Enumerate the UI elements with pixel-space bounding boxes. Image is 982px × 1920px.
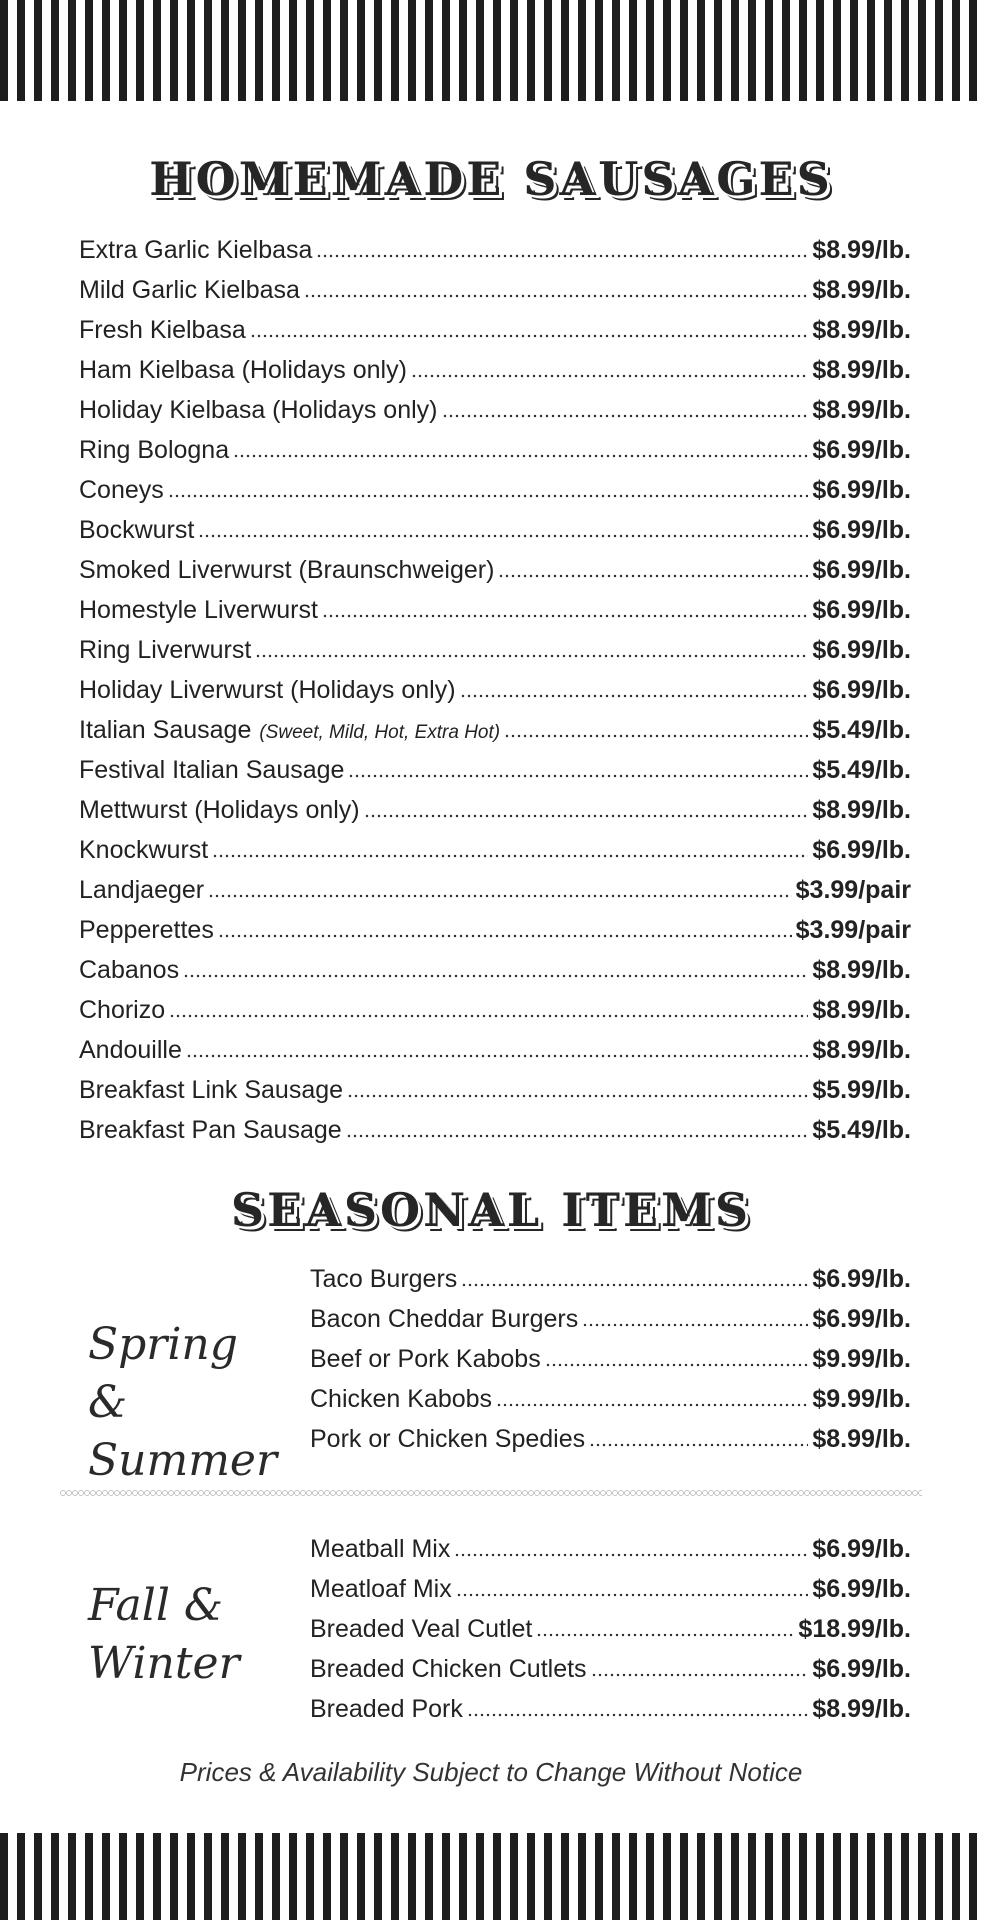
menu-item: [79, 870, 911, 910]
item-name: Breakfast Link Sausage: [79, 1076, 344, 1104]
item-price: $5.49/lb.: [812, 716, 911, 744]
item-name: Andouille: [79, 1036, 182, 1064]
menu-item: [79, 550, 911, 590]
dot-leader: [322, 614, 808, 618]
dot-leader: [183, 974, 808, 978]
menu-item: [79, 1070, 911, 1110]
dot-leader: [186, 1054, 808, 1058]
dot-leader: [589, 1443, 808, 1447]
item-price: $6.99/lb.: [812, 836, 911, 864]
item-name: Homestyle Liverwurst: [79, 596, 318, 624]
dot-leader: [250, 334, 809, 338]
dot-leader: [364, 814, 809, 818]
item-name: Beef or Pork Kabobs: [310, 1345, 541, 1373]
item-name: Festival Italian Sausage: [79, 756, 345, 784]
menu-item: [310, 1379, 911, 1419]
fall-winter-price-list: [310, 1529, 911, 1729]
item-name: Taco Burgers: [310, 1265, 458, 1293]
spring-summer-price-list: [310, 1259, 911, 1459]
item-name: Breakfast Pan Sausage: [79, 1116, 342, 1144]
menu-item: [79, 470, 911, 510]
item-name: Coneys: [79, 476, 164, 504]
dot-leader: [496, 1403, 808, 1407]
item-name: Breaded Pork: [310, 1695, 463, 1723]
item-name: Bockwurst: [79, 516, 195, 544]
dot-leader: [467, 1713, 808, 1717]
menu-item: [79, 1030, 911, 1070]
dot-leader: [498, 574, 808, 578]
menu-item: [310, 1689, 911, 1729]
menu-item: [79, 710, 911, 750]
item-price: $9.99/lb.: [812, 1345, 911, 1373]
dot-leader: [545, 1363, 809, 1367]
item-name: Ring Liverwurst: [79, 636, 252, 664]
dot-leader: [304, 294, 808, 298]
item-name: Landjaeger: [79, 876, 205, 904]
item-price: $6.99/lb.: [812, 516, 911, 544]
item-price: $8.99/lb.: [812, 236, 911, 264]
item-price: $8.99/lb.: [812, 796, 911, 824]
dot-leader: [218, 934, 792, 938]
item-name: Holiday Liverwurst (Holidays only): [79, 676, 456, 704]
spring-summer-label: [88, 1316, 288, 1490]
item-name: Breaded Chicken Cutlets: [310, 1655, 587, 1683]
dot-leader: [411, 374, 808, 378]
menu-item: [79, 430, 911, 470]
menu-item: [79, 630, 911, 670]
price-disclaimer: Prices & Availability Subject to Change Without Notice: [179, 1757, 803, 1787]
dot-leader: [504, 734, 808, 738]
item-name: Pork or Chicken Spedies: [310, 1425, 586, 1453]
item-name: Chicken Kabobs: [310, 1385, 493, 1413]
item-name: Mild Garlic Kielbasa: [79, 276, 300, 304]
item-name: Mettwurst (Holidays only): [79, 796, 360, 824]
sausage-price-list: [79, 230, 911, 1150]
item-price: $8.99/lb.: [812, 316, 911, 344]
item-price: $6.99/lb.: [812, 1655, 911, 1683]
item-price: $8.99/lb.: [812, 956, 911, 984]
menu-item: [310, 1609, 911, 1649]
item-price: $8.99/lb.: [812, 276, 911, 304]
dot-leader: [208, 894, 792, 898]
item-price: $8.99/lb.: [812, 396, 911, 424]
fall-winter-label: [88, 1577, 288, 1693]
menu-item: [79, 510, 911, 550]
seasonal-items-heading: SEASONAL ITEMS: [230, 1183, 752, 1237]
dot-leader: [346, 1134, 809, 1138]
menu-item: [79, 270, 911, 310]
item-price: $6.99/lb.: [812, 676, 911, 704]
wavy-divider: [60, 1490, 922, 1496]
item-price: $8.99/lb.: [812, 1036, 911, 1064]
item-price: $3.99/pair: [795, 916, 911, 944]
item-price: $5.49/lb.: [812, 1116, 911, 1144]
item-name: Pepperettes: [79, 916, 214, 944]
item-name: Cabanos: [79, 956, 180, 984]
menu-item: [310, 1259, 911, 1299]
item-name: Meatloaf Mix: [310, 1575, 452, 1603]
item-price: $6.99/lb.: [812, 476, 911, 504]
menu-item: [310, 1569, 911, 1609]
item-price: $8.99/lb.: [812, 356, 911, 384]
item-price: $6.99/lb.: [812, 436, 911, 464]
menu-item: [310, 1529, 911, 1569]
menu-item: [79, 1110, 911, 1150]
menu-item: [79, 390, 911, 430]
menu-item: [79, 950, 911, 990]
item-price: $9.99/lb.: [812, 1385, 911, 1413]
menu-item: [79, 230, 911, 270]
menu-item: [79, 670, 911, 710]
item-name: Breaded Veal Cutlet: [310, 1615, 533, 1643]
menu-item: [310, 1339, 911, 1379]
item-price: $3.99/pair: [795, 876, 911, 904]
menu-item: [79, 990, 911, 1030]
item-price: $6.99/lb.: [812, 1265, 911, 1293]
menu-item: [79, 750, 911, 790]
menu-item: [79, 830, 911, 870]
dot-leader: [536, 1633, 794, 1637]
menu-item: [310, 1649, 911, 1689]
menu-item: [79, 910, 911, 950]
season-label-line: Winter: [88, 1638, 240, 1689]
menu-item: [310, 1419, 911, 1459]
dot-leader: [456, 1593, 809, 1597]
item-name: Italian Sausage: [79, 716, 252, 744]
menu-item: [310, 1299, 911, 1339]
dot-leader: [348, 774, 808, 778]
item-price: $18.99/lb.: [798, 1615, 911, 1643]
item-price: $8.99/lb.: [812, 996, 911, 1024]
item-name: Chorizo: [79, 996, 166, 1024]
dot-leader: [212, 854, 808, 858]
dot-leader: [461, 1283, 808, 1287]
menu-item: [79, 310, 911, 350]
item-price: $5.99/lb.: [812, 1076, 911, 1104]
item-price: $6.99/lb.: [812, 596, 911, 624]
menu-item: [79, 350, 911, 390]
dot-leader: [168, 494, 809, 498]
dot-leader: [347, 1094, 808, 1098]
item-name: Fresh Kielbasa: [79, 316, 246, 344]
item-name: Smoked Liverwurst (Braunschweiger): [79, 556, 495, 584]
dot-leader: [255, 654, 808, 658]
item-price: $6.99/lb.: [812, 556, 911, 584]
item-price: $6.99/lb.: [812, 1575, 911, 1603]
dot-leader: [169, 1014, 808, 1018]
item-name: Holiday Kielbasa (Holidays only): [79, 396, 438, 424]
homemade-sausages-heading: HOMEMADE SAUSAGES: [149, 152, 833, 206]
item-price: $6.99/lb.: [812, 1305, 911, 1333]
dot-leader: [591, 1673, 809, 1677]
item-name: Extra Garlic Kielbasa: [79, 236, 313, 264]
top-stripe-border: [0, 0, 982, 101]
item-name: Ring Bologna: [79, 436, 230, 464]
dot-leader: [233, 454, 808, 458]
dot-leader: [316, 254, 808, 258]
bottom-stripe-border: [0, 1833, 982, 1920]
dot-leader: [442, 414, 809, 418]
item-name: Ham Kielbasa (Holidays only): [79, 356, 407, 384]
season-label-line: Spring &: [88, 1319, 238, 1428]
dot-leader: [454, 1553, 808, 1557]
item-name: Bacon Cheddar Burgers: [310, 1305, 579, 1333]
item-name: Knockwurst: [79, 836, 209, 864]
item-price: $5.49/lb.: [812, 756, 911, 784]
season-label-line: Summer: [88, 1435, 277, 1486]
item-price: $6.99/lb.: [812, 636, 911, 664]
dot-leader: [582, 1323, 808, 1327]
item-price: $6.99/lb.: [812, 1535, 911, 1563]
item-note: (Sweet, Mild, Hot, Extra Hot): [259, 722, 501, 743]
menu-item: [79, 590, 911, 630]
season-label-line: Fall &: [88, 1580, 224, 1631]
item-price: $8.99/lb.: [812, 1695, 911, 1723]
menu-item: [79, 790, 911, 830]
item-name: Meatball Mix: [310, 1535, 451, 1563]
dot-leader: [460, 694, 809, 698]
dot-leader: [198, 534, 808, 538]
item-price: $8.99/lb.: [812, 1425, 911, 1453]
